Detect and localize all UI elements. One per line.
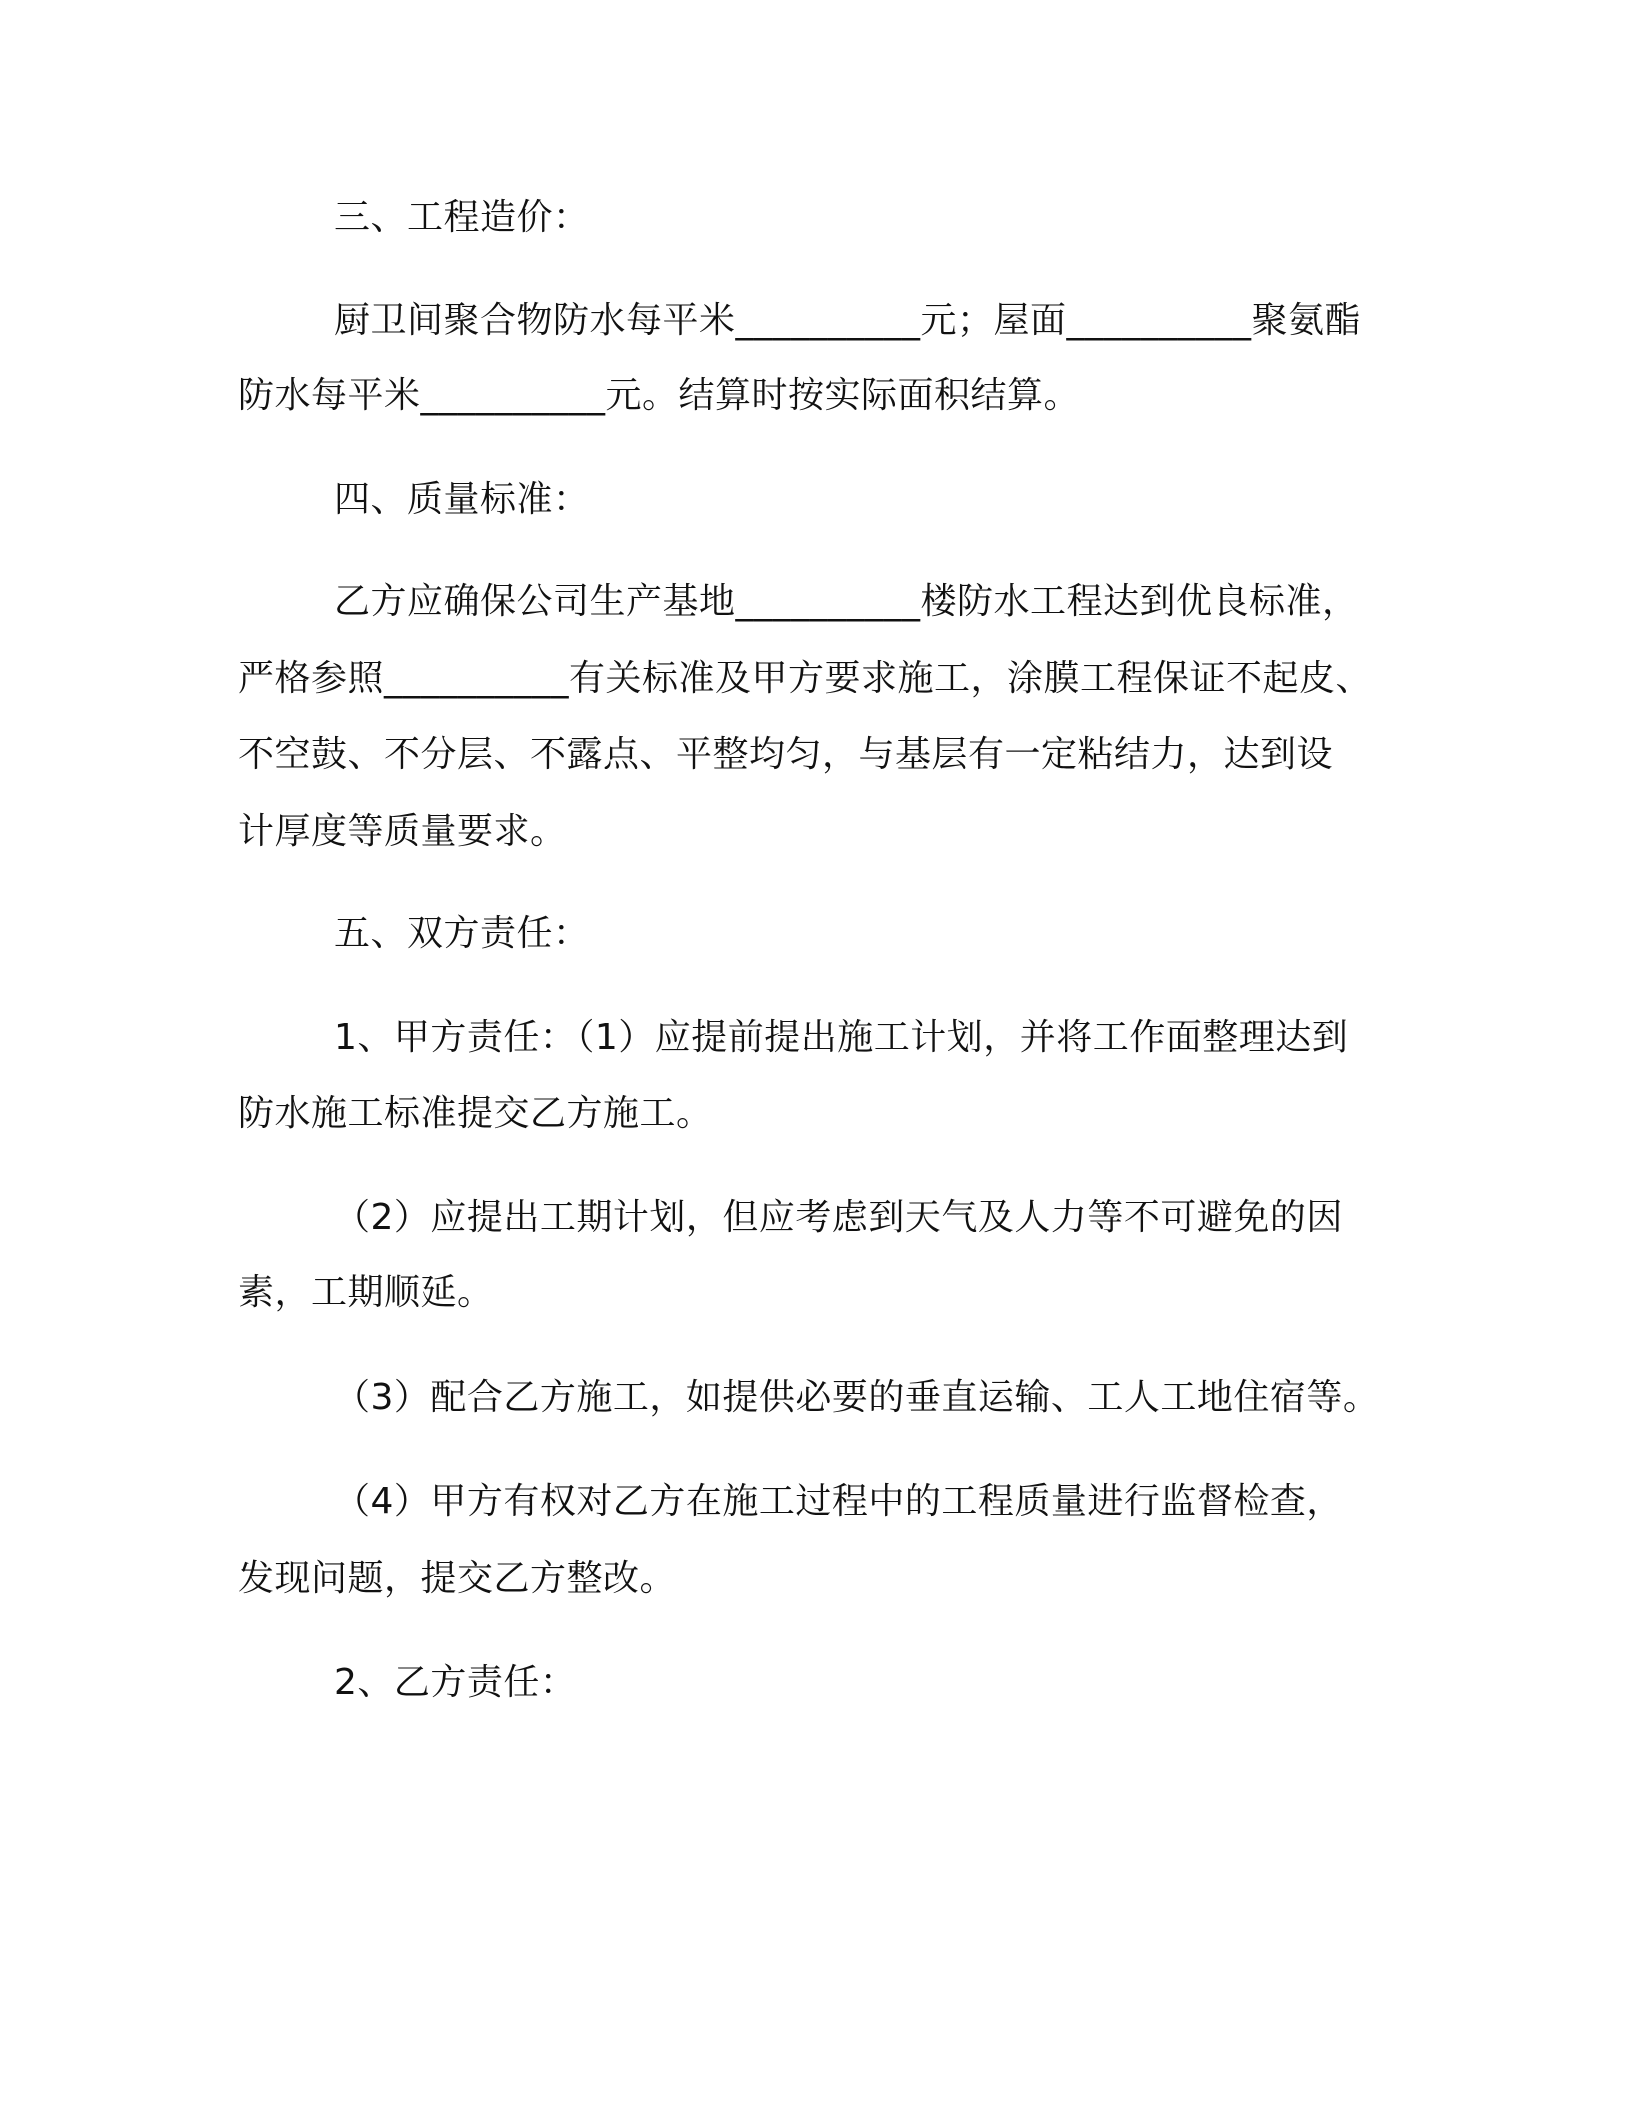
paragraph-line: 厨卫间聚合物防水每平米__________元；屋面__________聚氨酯 xyxy=(334,300,1362,341)
section-heading-quality: 四、质量标准： xyxy=(334,479,590,520)
paragraph-line: （2）应提出工期计划，但应考虑到天气及人力等不可避免的因 xyxy=(334,1197,1343,1238)
paragraph-line: 防水施工标准提交乙方施工。 xyxy=(238,1093,713,1134)
paragraph-line: 计厚度等质量要求。 xyxy=(238,811,567,852)
paragraph-line: 严格参照__________有关标准及甲方要求施工，涂膜工程保证不起皮、 xyxy=(238,658,1373,699)
paragraph-line: 防水每平米__________元。结算时按实际面积结算。 xyxy=(238,375,1081,416)
paragraph-line: 1、甲方责任：（1）应提前提出施工计划，并将工作面整理达到 xyxy=(334,1017,1349,1058)
paragraph-line: 乙方应确保公司生产基地__________楼防水工程达到优良标准， xyxy=(334,581,1359,622)
paragraph-line: 发现问题，提交乙方整改。 xyxy=(238,1558,677,1599)
section-heading-cost: 三、工程造价： xyxy=(334,197,590,238)
section-heading-party-b: 2、乙方责任： xyxy=(334,1662,577,1703)
paragraph-line: 素，工期顺延。 xyxy=(238,1272,494,1313)
paragraph-line: （3）配合乙方施工，如提供必要的垂直运输、工人工地住宿等。 xyxy=(334,1377,1380,1418)
paragraph-line: 不空鼓、不分层、不露点、平整均匀，与基层有一定粘结力，达到设 xyxy=(238,734,1334,775)
paragraph-line: （4）甲方有权对乙方在施工过程中的工程质量进行监督检查， xyxy=(334,1481,1343,1522)
section-heading-responsibilities: 五、双方责任： xyxy=(334,913,590,954)
